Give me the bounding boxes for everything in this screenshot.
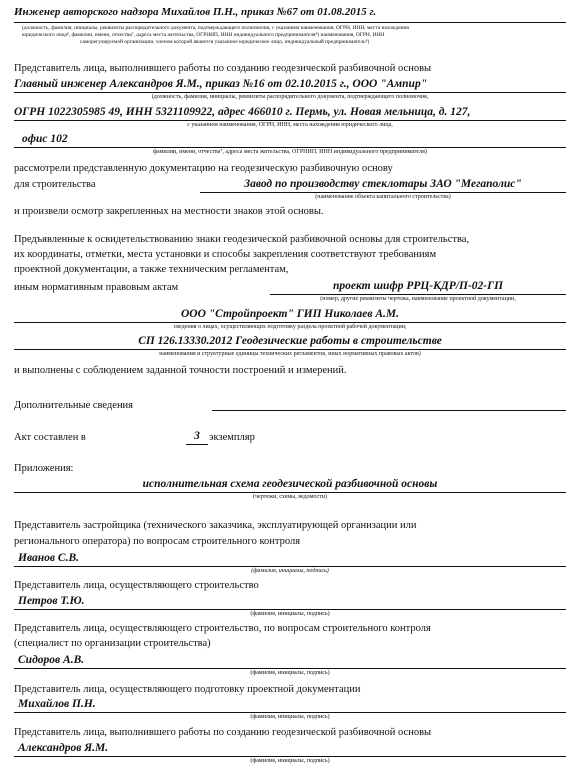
divider	[270, 294, 566, 295]
designer-sign-hint: (фамилия, инициалы, подпись)	[250, 714, 330, 720]
divider	[14, 492, 566, 493]
acts-hint: (номер, другие реквизиты чертежа, наименование проектной документации,	[320, 296, 516, 302]
attachments-hint: (чертежи, схемы, ведомости)	[253, 494, 327, 500]
engineer-line: Инженер авторского надзора Михайлов П.Н., приказ №67 от 01.08.2015 г.	[14, 6, 377, 18]
acts-value: проект шифр РРЦ-КДР/П-02-ГП	[332, 280, 504, 292]
developer-label: Представитель застройщика (технического заказчика, эксплуатирующей организации или	[14, 520, 417, 531]
divider	[14, 566, 566, 567]
contractor-hint-2: с указанием наименования, ОГРН, ИНН, места нахождения юридического лица,	[187, 122, 393, 128]
acts-label: иным нормативным правовым актам	[14, 282, 179, 293]
divider	[186, 444, 208, 445]
presented-text: проектной документации, а также техническим регламентам,	[14, 264, 289, 275]
builder-hint: (фамилия, инициалы, подпись)	[250, 611, 330, 617]
for-building-value: Завод по производству стеклотары ЗАО "Мегаполис"	[244, 178, 522, 190]
presented-text: их координаты, отметки, места установки и способы закрепления соответствуют требованиям	[14, 249, 437, 260]
designer-signature: Михайлов П.Н.	[18, 698, 96, 710]
designer-hint: сведения о лицах, осуществляющих подготовку раздела проектной рабочей документации,	[173, 324, 407, 330]
engineer-hint: (должность, фамилия, инициалы, реквизиты распорядительного документа, подтверждающего полномочия, с указанием наименования, ОГРН, ИНН, места нахождения	[22, 25, 409, 31]
divider	[14, 609, 566, 610]
developer-label: регионального оператора) по вопросам строительного контроля	[14, 536, 301, 547]
control-label: (специалист по организации строительства)	[14, 638, 211, 649]
for-building-hint: (наименование объекта капитального строительства)	[315, 194, 451, 200]
divider	[200, 192, 566, 193]
developer-signature: Иванов С.В.	[18, 552, 79, 564]
divider	[14, 349, 566, 350]
contractor-line-2: ОГРН 1022305985 49, ИНН 5321109922, адрес 466010 г. Пермь, ул. Новая мельница, д. 127,	[14, 106, 471, 118]
geodesy-signature: Александров Я.М.	[18, 742, 109, 754]
for-building-label: для строительства	[14, 179, 96, 190]
geodesy-hint: (фамилия, инициалы, подпись)	[250, 758, 330, 764]
copies-value: 3	[194, 430, 200, 442]
divider	[14, 322, 566, 323]
control-hint: (фамилия, инициалы, подпись)	[250, 670, 330, 676]
presented-text: Предъявленные к освидетельствованию знаки геодезической разбивочной основы для строительства,	[14, 234, 470, 245]
divider	[14, 668, 566, 669]
attachments-label: Приложения:	[14, 463, 74, 474]
attachments-value: исполнительная схема геодезической разбивочной основы	[142, 478, 438, 490]
sp-value: СП 126.13330.2012 Геодезические работы в строительстве	[138, 335, 442, 347]
divider	[14, 147, 566, 148]
accuracy-text: и выполнены с соблюдением заданной точности построений и измерений.	[14, 365, 347, 376]
engineer-hint: юридического лица⁸, фамилии, имени, отчества⁷, адреса места жительства, ОГРНИП, ИНН индивидуального предпринимателя⁸) наименования, ОГРН, ИНН	[22, 32, 385, 38]
builder-signature: Петров Т.Ю.	[18, 595, 85, 607]
contractor-line-1: Главный инженер Александров Я.М., приказ №16 от 02.10.2015 г., ООО "Ампир"	[14, 78, 428, 90]
reviewed-text: рассмотрели представленную документацию на геодезическую разбивочную основу	[14, 163, 393, 174]
divider	[14, 92, 566, 93]
divider	[14, 22, 566, 23]
builder-label: Представитель лица, осуществляющего строительство	[14, 580, 259, 591]
copies-unit: экземпляр	[209, 432, 255, 443]
inspected-text: и произвели осмотр закрепленных на местности знаков этой основы.	[14, 206, 324, 217]
divider	[14, 756, 566, 757]
copies-label: Акт составлен в	[14, 432, 86, 443]
contractor-line-3: офис 102	[22, 133, 68, 145]
contractor-hint-1: (должность, фамилия, инициалы, реквизиты распорядительного документа, подтверждающего полномочия,	[151, 94, 429, 100]
divider	[14, 120, 566, 121]
designer-sign-label: Представитель лица, осуществляющего подготовку проектной документации	[14, 684, 361, 695]
developer-hint: (фамилия, инициалы, подпись)	[251, 568, 329, 574]
contractor-hint-3: фамилии, имени, отчества⁷, адреса места жительства, ОГРНИП, ИНН индивидуального предпринимателя)	[153, 149, 427, 155]
control-signature: Сидоров А.В.	[18, 654, 85, 666]
additional-label: Дополнительные сведения	[14, 400, 134, 411]
contractor-label: Представитель лица, выполнившего работы по созданию геодезической разбивочной основы	[14, 63, 432, 74]
sp-hint: наименования и структурные единицы технических регламентов, иных нормативных правовых актов)	[159, 351, 421, 357]
geodesy-label: Представитель лица, выполнившего работы по созданию геодезической разбивочной основы	[14, 727, 432, 738]
divider	[212, 410, 566, 411]
engineer-hint: саморегулируемой организации, членом которой является указанное юридическое лицо, индивидуальный предприниматель⁸)	[80, 39, 370, 45]
control-label: Представитель лица, осуществляющего строительство, по вопросам строительного контроля	[14, 623, 431, 634]
divider	[14, 712, 566, 713]
designer-value: ООО "Стройпроект" ГИП Николаев А.М.	[180, 308, 400, 320]
